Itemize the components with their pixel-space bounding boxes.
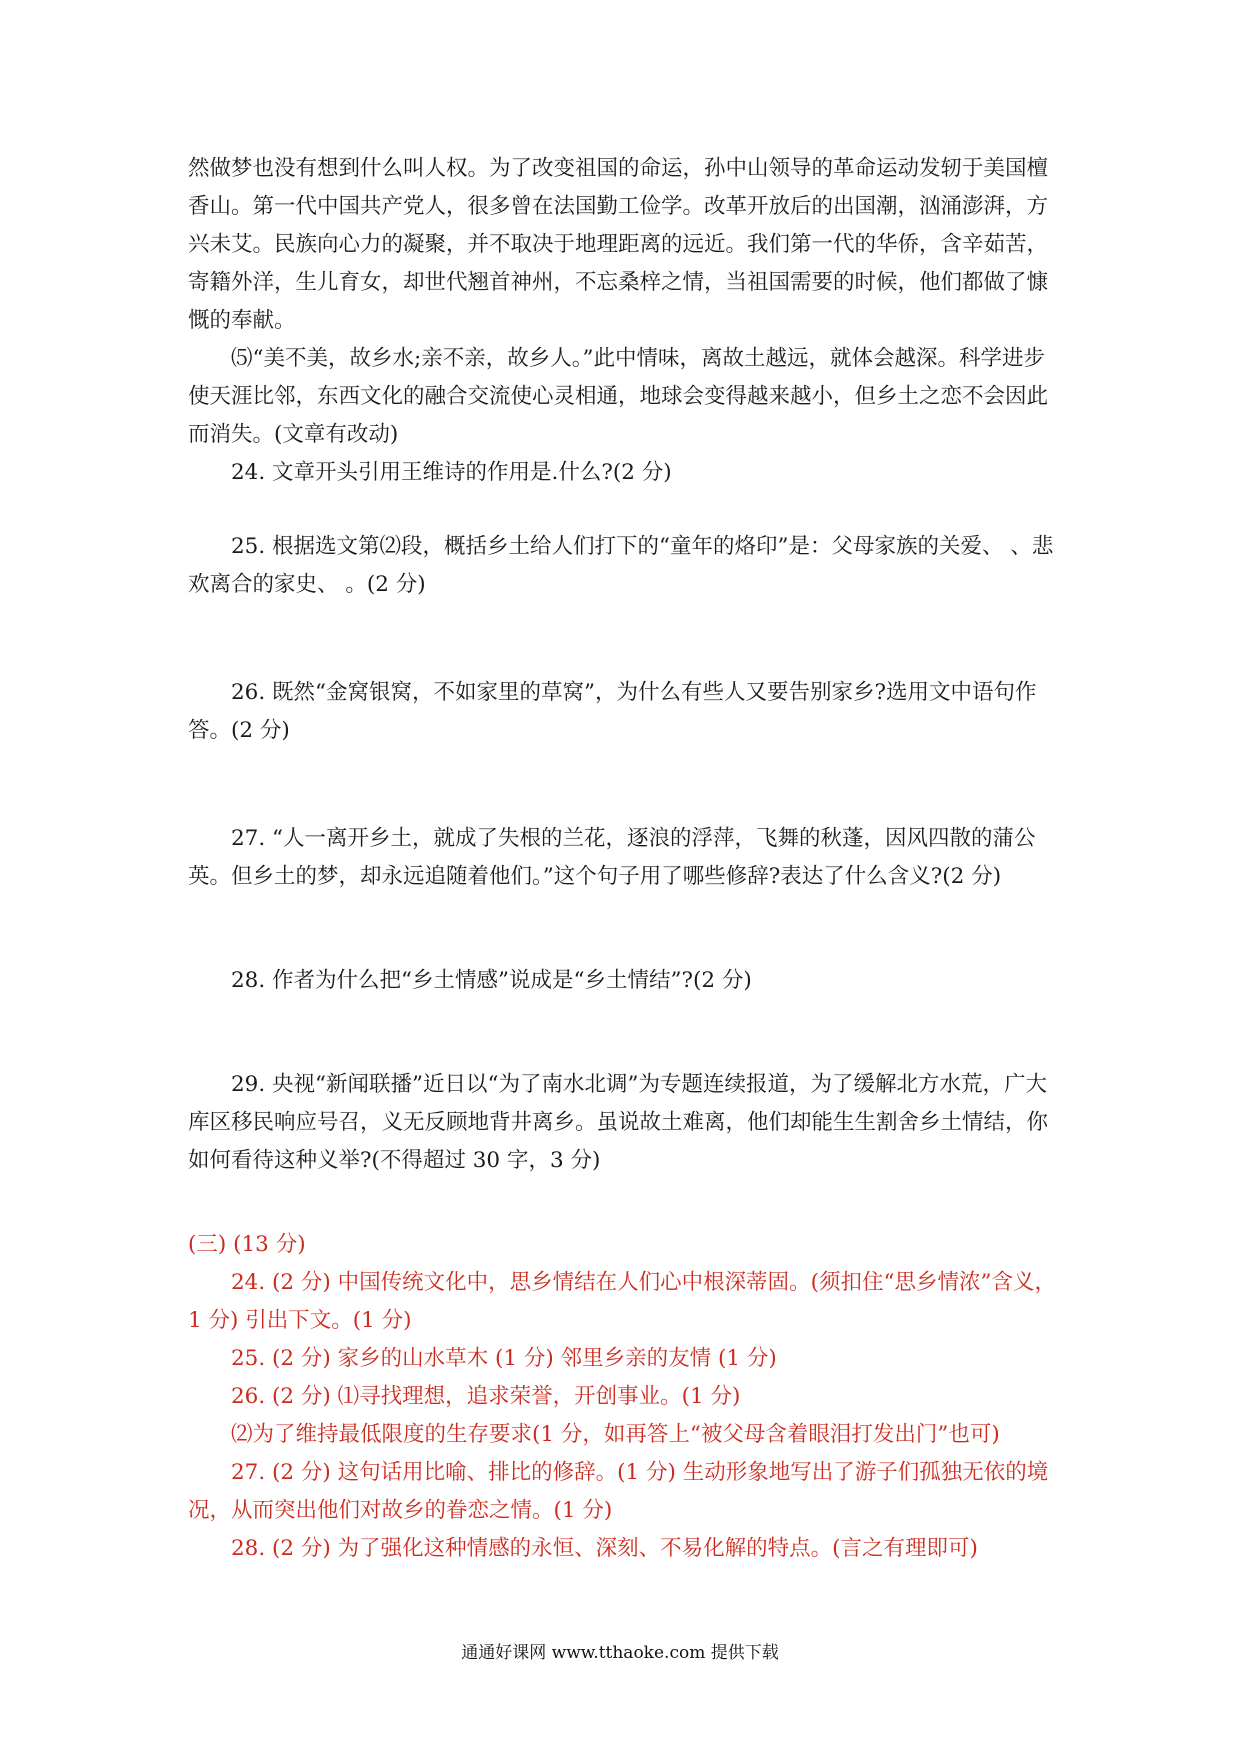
page-footer: 通通好课网 www.tthaoke.com 提供下载 bbox=[461, 1643, 779, 1663]
question-24: 24. 文章开头引用王维诗的作用是.什么?(2 分) bbox=[231, 460, 672, 485]
answer-28: 28. (2 分) 为了强化这种情感的永恒、深刻、不易化解的特点。(言之有理即可) bbox=[231, 1536, 978, 1561]
document-body bbox=[188, 150, 1063, 1568]
answer-section-header: (三) (13 分) bbox=[188, 1232, 306, 1257]
passage-paragraph-4-continued: 然做梦也没有想到什么叫人权。为了改变祖国的命运，孙中山领导的革命运动发轫于美国檀香山。第一代中国共产党人，很多曾在法国勤工俭学。改革开放后的出国潮，汹涌澎湃，方兴未艾。民族向心力的凝聚，并不取决于地理距离的远近。我们第一代的华侨，含辛茹苦，寄籍外洋，生儿育女，却世代翘首神州，不忘桑梓之情，当祖国需要的时候，他们都做了慷慨的奉献。 bbox=[188, 156, 1049, 333]
answer-26-part-2: ⑵为了维持最低限度的生存要求(1 分，如再答上“被父母含着眼泪打发出门”也可) bbox=[231, 1422, 1000, 1447]
question-26: 26. 既然“金窝银窝，不如家里的草窝”，为什么有些人又要告别家乡?选用文中语句作答。(2 分) bbox=[188, 680, 1037, 743]
answer-25: 25. (2 分) 家乡的山水草木 (1 分) 邻里乡亲的友情 (1 分) bbox=[231, 1346, 777, 1371]
answer-27: 27. (2 分) 这句话用比喻、排比的修辞。(1 分) 生动形象地写出了游子们孤独无依的境况，从而突出他们对故乡的眷恋之情。(1 分) bbox=[188, 1460, 1049, 1523]
answer-26-part-1: 26. (2 分) ⑴寻找理想，追求荣誉，开创事业。(1 分) bbox=[231, 1384, 741, 1409]
question-25: 25. 根据选文第⑵段，概括乡土给人们打下的“童年的烙印”是：父母家族的关爱、 、悲欢离合的家史、 。(2 分) bbox=[188, 534, 1054, 597]
question-27: 27. “人一离开乡土，就成了失根的兰花，逐浪的浮萍，飞舞的秋蓬，因风四散的蒲公英。但乡土的梦，却永远追随着他们。”这个句子用了哪些修辞?表达了什么含义?(2 分) bbox=[188, 826, 1036, 889]
question-29: 29. 央视“新闻联播”近日以“为了南水北调”为专题连续报道，为了缓解北方水荒，广大库区移民响应号召，义无反顾地背井离乡。虽说故土难离，他们却能生生割舍乡土情结，你如何看待这种义举?(不得超过 30 字，3 分) bbox=[188, 1072, 1049, 1173]
passage-paragraph-5: ⑸“美不美，故乡水;亲不亲，故乡人。”此中情味，离故土越远，就体会越深。科学进步使天涯比邻，东西文化的融合交流使心灵相通，地球会变得越来越小，但乡土之恋不会因此而消失。(文章有改动) bbox=[188, 346, 1049, 447]
question-28: 28. 作者为什么把“乡土情感”说成是“乡土情结”?(2 分) bbox=[231, 968, 752, 993]
answer-24: 24. (2 分) 中国传统文化中，思乡情结在人们心中根深蒂固。(须扣住“思乡情浓”含义，1 分) 引出下文。(1 分) bbox=[188, 1270, 1057, 1333]
